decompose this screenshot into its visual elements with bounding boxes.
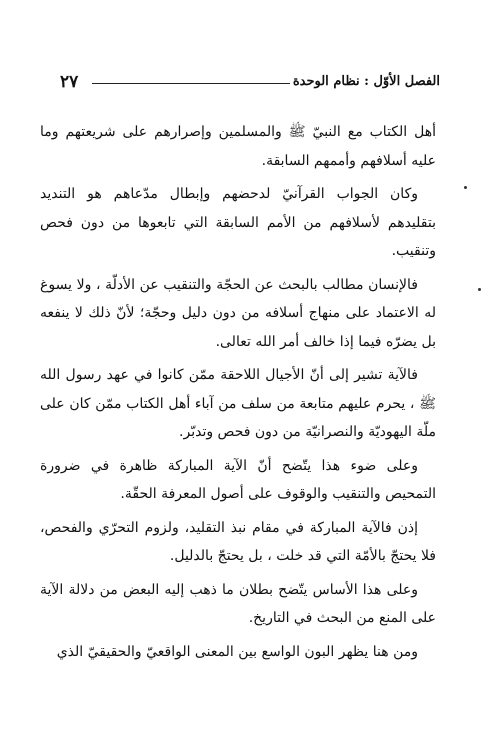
page-body: [40, 118, 436, 671]
paragraph: إذن فالآية المباركة في مقام نبذ التقليد، ولزوم التحرّي والفحص، فلا يحتجّ بالأمّة التي قد خلت ، بل يحتجّ بالدليل.: [40, 519, 436, 564]
margin-speck: [478, 288, 481, 291]
paragraph: وكان الجواب القرآنيّ لدحضهم وإبطال مدّعاهم هو التنديد بتقليدهم لأسلافهم من الأمم السابقة التي تابعوها من دون فحص وتنقيب.: [40, 186, 436, 259]
paragraph: ومن هنا يظهر البون الواسع بين المعنى الواقعيّ والحقيقيّ الذي: [56, 643, 418, 660]
running-header: [60, 72, 440, 96]
paragraph: فالإنسان مطالب بالبحث عن الحجّة والتنقيب عن الأدلّة ، ولا يسوغ له الاعتماد على منهاج أسلافه من دون دليل وحجّة؛ لأنّ ذلك لا ينفعه بل يضرّه فيما إذا خالف أمر الله تعالى.: [40, 276, 436, 350]
paragraph: فالآية تشير إلى أنّ الأجيال اللاحقة ممّن كانوا في عهد رسول الله ﷺ ، يحرم عليهم متابعة من سلف من آباء أهل الكتاب ممّن كان على ملّة اليهوديّة والنصرانيّة من دون فحص وتدبّر.: [40, 367, 437, 440]
page-number: ٢٧: [60, 72, 79, 92]
paragraph: وعلى ضوء هذا يتّضح أنّ الآية المباركة ظاهرة في ضرورة التمحيص والتنقيب والوقوف على أصول المعرفة الحقّة.: [40, 457, 436, 502]
header-rule: [92, 83, 290, 84]
paragraph: وعلى هذا الأساس يتّضح بطلان ما ذهب إليه البعض من دلالة الآية على المنع من البحث في التاريخ.: [40, 581, 436, 626]
chapter-title: الفصل الأوّل : نظام الوحدة: [292, 74, 440, 89]
margin-speck: [464, 186, 467, 189]
paragraph: أهل الكتاب مع النبيّ ﷺ والمسلمين وإصرارهم على شريعتهم وما عليه أسلافهم وأممهم السابقة.: [40, 124, 436, 169]
